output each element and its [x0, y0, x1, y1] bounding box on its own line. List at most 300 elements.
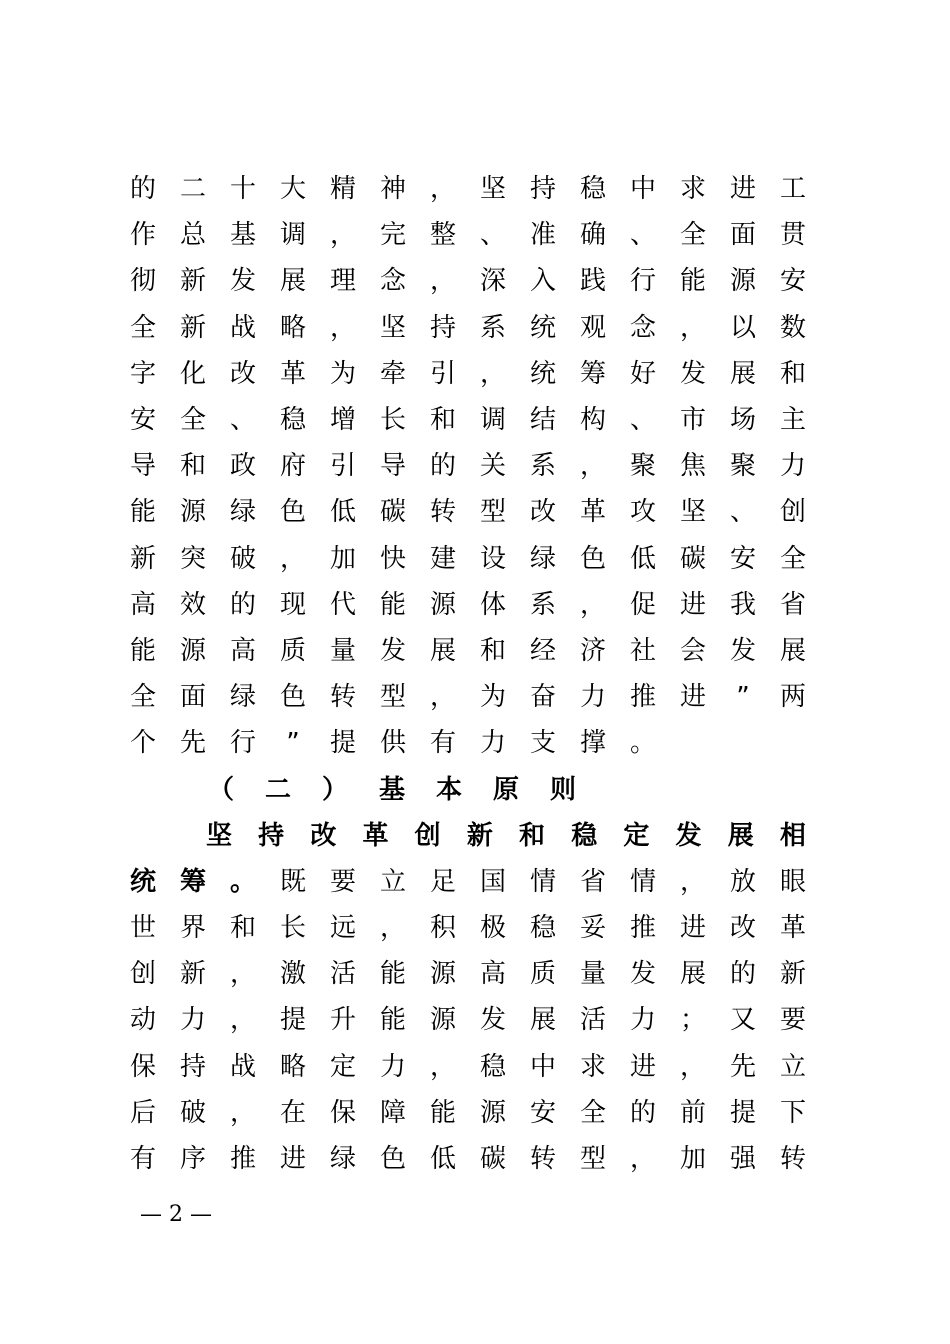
char: 定 [623, 820, 650, 851]
char: 、 [229, 405, 256, 436]
char: 、 [629, 405, 656, 436]
char: 全 [579, 1097, 606, 1128]
text-line [128, 212, 808, 258]
section-heading [128, 766, 578, 812]
char: ， [579, 451, 606, 482]
char: 经 [529, 635, 556, 666]
char: 能 [379, 959, 406, 990]
char: 眼 [779, 866, 806, 897]
char: 破 [229, 543, 256, 574]
char: 导 [379, 451, 406, 482]
char: 碳 [479, 1144, 506, 1175]
char: 和 [179, 451, 206, 482]
char: 动 [129, 1005, 156, 1036]
char: 筹 [579, 358, 606, 389]
char: 为 [479, 682, 506, 713]
char: 新 [179, 266, 206, 297]
char: 既 [279, 866, 306, 897]
char: ） [321, 774, 348, 805]
char: ， [229, 1097, 256, 1128]
char: 色 [279, 682, 306, 713]
text-line [128, 1090, 808, 1136]
char: 贯 [779, 220, 806, 251]
char: 以 [729, 312, 756, 343]
char: 稳 [529, 913, 556, 944]
text-line [128, 674, 808, 720]
char: 能 [679, 266, 706, 297]
char: 本 [435, 774, 462, 805]
char: ” [736, 682, 750, 713]
char: 整 [429, 220, 456, 251]
char: 安 [529, 1097, 556, 1128]
char: 全 [779, 543, 806, 574]
char: 革 [579, 497, 606, 528]
char: ， [379, 913, 406, 944]
char: 力 [179, 1005, 206, 1036]
char: 行 [229, 728, 256, 759]
char: 社 [629, 635, 656, 666]
char: 转 [429, 497, 456, 528]
text-line [128, 905, 808, 951]
text-line [128, 397, 808, 443]
char: 十 [229, 174, 256, 205]
char: 作 [129, 220, 156, 251]
char: 积 [429, 913, 456, 944]
char: 高 [479, 959, 506, 990]
char: 现 [279, 589, 306, 620]
char: 加 [329, 543, 356, 574]
char: ， [229, 959, 256, 990]
char: 构 [579, 405, 606, 436]
char: 有 [429, 728, 456, 759]
char: 攻 [629, 497, 656, 528]
char: 原 [492, 774, 519, 805]
char: 活 [329, 959, 356, 990]
char: 精 [329, 174, 356, 205]
char: 展 [429, 635, 456, 666]
char: 力 [579, 682, 606, 713]
page-number: — 2 — [140, 1202, 212, 1227]
char: 长 [379, 405, 406, 436]
char: 推 [629, 682, 656, 713]
char: ， [579, 589, 606, 620]
char: 稳 [571, 820, 598, 851]
char: 快 [379, 543, 406, 574]
char: 世 [129, 913, 156, 944]
char: 展 [729, 358, 756, 389]
char: 发 [679, 358, 706, 389]
char: ， [329, 220, 356, 251]
char: 改 [729, 913, 756, 944]
char: 力 [629, 1005, 656, 1036]
char: 神 [379, 174, 406, 205]
char: 源 [179, 635, 206, 666]
char: 提 [279, 1005, 306, 1036]
char: 坚 [379, 312, 406, 343]
char: 长 [279, 913, 306, 944]
char: 坚 [679, 497, 706, 528]
char: 进 [679, 589, 706, 620]
char: 体 [479, 589, 506, 620]
char: 确 [579, 220, 606, 251]
char: 立 [779, 1051, 806, 1082]
char: ” [286, 728, 300, 759]
char: 的 [629, 1097, 656, 1128]
char: 安 [729, 543, 756, 574]
char: 相 [779, 820, 806, 851]
char: 统 [529, 312, 556, 343]
char: 数 [779, 312, 806, 343]
char: 支 [529, 728, 556, 759]
char: 先 [729, 1051, 756, 1082]
text-line [128, 258, 808, 304]
char: 观 [579, 312, 606, 343]
char: 低 [329, 497, 356, 528]
char: 激 [279, 959, 306, 990]
char: 色 [379, 1144, 406, 1175]
char: 碳 [379, 497, 406, 528]
char: ， [629, 1144, 656, 1175]
char: 突 [179, 543, 206, 574]
principle-title [128, 813, 808, 859]
text-line [128, 628, 808, 674]
char: 色 [279, 497, 306, 528]
char: 稳 [479, 1051, 506, 1082]
char: ， [279, 543, 306, 574]
char: 调 [279, 220, 306, 251]
char: 面 [729, 220, 756, 251]
char: 低 [429, 1144, 456, 1175]
char: 新 [179, 312, 206, 343]
char: 省 [779, 589, 806, 620]
char: 则 [549, 774, 576, 805]
char: ， [429, 682, 456, 713]
char: 代 [329, 589, 356, 620]
char: 前 [679, 1097, 706, 1128]
text-line [128, 536, 808, 582]
char: 践 [579, 266, 606, 297]
char: 源 [429, 589, 456, 620]
char: 、 [479, 220, 506, 251]
char: 源 [729, 266, 756, 297]
text-line [128, 997, 808, 1043]
char: 牵 [379, 358, 406, 389]
char: ， [479, 358, 506, 389]
char: （ [207, 774, 234, 805]
char: 远 [329, 913, 356, 944]
char: 活 [579, 1005, 606, 1036]
char: 发 [379, 635, 406, 666]
char: 系 [529, 589, 556, 620]
char: 焦 [679, 451, 706, 482]
char: 先 [179, 728, 206, 759]
char: 促 [629, 589, 656, 620]
char: 统 [529, 358, 556, 389]
char: 破 [179, 1097, 206, 1128]
char: 高 [129, 589, 156, 620]
char: 和 [429, 405, 456, 436]
char: 入 [529, 266, 556, 297]
char: 创 [414, 820, 441, 851]
char: 建 [429, 543, 456, 574]
text-line [128, 1044, 808, 1090]
char: ， [429, 174, 456, 205]
char: 行 [629, 266, 656, 297]
char: 推 [229, 1144, 256, 1175]
char: 新 [779, 959, 806, 990]
char: 系 [479, 312, 506, 343]
char: 念 [379, 266, 406, 297]
text-line [128, 859, 808, 905]
char: 展 [779, 635, 806, 666]
char: 加 [679, 1144, 706, 1175]
char: 进 [679, 913, 706, 944]
char: 略 [279, 1051, 306, 1082]
char: ， [679, 312, 706, 343]
char: 彻 [129, 266, 156, 297]
char: 绿 [229, 682, 256, 713]
char: 基 [229, 220, 256, 251]
char: 源 [179, 497, 206, 528]
char: 求 [679, 174, 706, 205]
char: 型 [479, 497, 506, 528]
text-line [128, 1136, 808, 1182]
char: 府 [279, 451, 306, 482]
char: 保 [329, 1097, 356, 1128]
text-line [128, 951, 808, 997]
char: 撑 [579, 728, 606, 759]
char: 革 [779, 913, 806, 944]
char: 稳 [579, 174, 606, 205]
body-text [128, 166, 808, 1182]
char: 转 [329, 682, 356, 713]
char: 为 [329, 358, 356, 389]
char: 要 [779, 1005, 806, 1036]
char: 奋 [529, 682, 556, 713]
char: ， [329, 312, 356, 343]
char: 的 [129, 174, 156, 205]
text-line [128, 305, 808, 351]
char: ， [429, 266, 456, 297]
char: 引 [329, 451, 356, 482]
char: 的 [729, 959, 756, 990]
char: 质 [529, 959, 556, 990]
char: 创 [779, 497, 806, 528]
char: 和 [479, 635, 506, 666]
char: 力 [779, 451, 806, 482]
char: 展 [727, 820, 754, 851]
char: 设 [479, 543, 506, 574]
char: 绿 [529, 543, 556, 574]
char: 妥 [579, 913, 606, 944]
char: 型 [379, 682, 406, 713]
char: 战 [229, 312, 256, 343]
char: 定 [329, 1051, 356, 1082]
char: 理 [329, 266, 356, 297]
char: ， [429, 1051, 456, 1082]
char: 创 [129, 959, 156, 990]
char: 源 [429, 959, 456, 990]
char: 持 [529, 174, 556, 205]
char: 市 [679, 405, 706, 436]
char: 展 [529, 1005, 556, 1036]
char: 持 [179, 1051, 206, 1082]
char: 新 [179, 959, 206, 990]
char: 大 [279, 174, 306, 205]
char: 中 [529, 1051, 556, 1082]
char: 发 [229, 266, 256, 297]
char: 全 [129, 312, 156, 343]
char: 。 [229, 866, 256, 897]
char: 进 [279, 1144, 306, 1175]
char: 力 [379, 1051, 406, 1082]
char: 推 [629, 913, 656, 944]
char: 下 [779, 1097, 806, 1128]
char: 会 [679, 635, 706, 666]
char: 主 [779, 405, 806, 436]
char: 强 [729, 1144, 756, 1175]
char: 持 [258, 820, 285, 851]
char: 序 [179, 1144, 206, 1175]
char: 聚 [629, 451, 656, 482]
char: 障 [379, 1097, 406, 1128]
char: 系 [529, 451, 556, 482]
char: 进 [679, 682, 706, 713]
char: 型 [579, 1144, 606, 1175]
char: 能 [129, 635, 156, 666]
char: 关 [479, 451, 506, 482]
char: 升 [329, 1005, 356, 1036]
char: 的 [229, 589, 256, 620]
char: 改 [310, 820, 337, 851]
char: 质 [279, 635, 306, 666]
char: 转 [529, 1144, 556, 1175]
char: 的 [429, 451, 456, 482]
char: 展 [279, 266, 306, 297]
char: 要 [329, 866, 356, 897]
char: 好 [629, 358, 656, 389]
char: 统 [129, 866, 156, 897]
char: 稳 [279, 405, 306, 436]
char: 略 [279, 312, 306, 343]
char: 在 [279, 1097, 306, 1128]
char: 我 [729, 589, 756, 620]
char: ， [679, 1051, 706, 1082]
char: 准 [529, 220, 556, 251]
char: 、 [729, 497, 756, 528]
char: 工 [779, 174, 806, 205]
char: 保 [129, 1051, 156, 1082]
char: 源 [429, 1005, 456, 1036]
char: 政 [229, 451, 256, 482]
char: 二 [264, 774, 291, 805]
char: 总 [179, 220, 206, 251]
char: 和 [519, 820, 546, 851]
char: 场 [729, 405, 756, 436]
char: 坚 [205, 820, 232, 851]
char: 高 [229, 635, 256, 666]
char: 能 [379, 589, 406, 620]
char: 全 [129, 682, 156, 713]
char: 色 [579, 543, 606, 574]
char: 放 [729, 866, 756, 897]
char: 力 [479, 728, 506, 759]
text-line [128, 582, 808, 628]
char: 又 [729, 1005, 756, 1036]
char: 。 [629, 728, 656, 759]
char: 能 [129, 497, 156, 528]
char: 绿 [229, 497, 256, 528]
char: 聚 [729, 451, 756, 482]
char: 引 [429, 358, 456, 389]
char: 发 [729, 635, 756, 666]
char: 调 [479, 405, 506, 436]
char: 情 [529, 866, 556, 897]
char: 提 [329, 728, 356, 759]
char: 界 [179, 913, 206, 944]
char: 能 [379, 1005, 406, 1036]
char: 增 [329, 405, 356, 436]
char: 、 [629, 220, 656, 251]
char: 发 [479, 1005, 506, 1036]
char: 绿 [329, 1144, 356, 1175]
char: 字 [129, 358, 156, 389]
char: 立 [379, 866, 406, 897]
char: 量 [329, 635, 356, 666]
char: 低 [629, 543, 656, 574]
char: 碳 [679, 543, 706, 574]
char: 中 [629, 174, 656, 205]
char: 和 [779, 358, 806, 389]
char: 源 [479, 1097, 506, 1128]
char: 求 [579, 1051, 606, 1082]
char: 完 [379, 220, 406, 251]
char: 进 [729, 174, 756, 205]
char: 念 [629, 312, 656, 343]
char: 持 [429, 312, 456, 343]
char: 安 [779, 266, 806, 297]
char: 面 [179, 682, 206, 713]
char: 有 [129, 1144, 156, 1175]
char: 全 [679, 220, 706, 251]
char: 转 [779, 1144, 806, 1175]
char: 发 [675, 820, 702, 851]
char: 改 [529, 497, 556, 528]
text-line [128, 443, 808, 489]
char: 量 [579, 959, 606, 990]
char: ； [679, 1005, 706, 1036]
char: 国 [479, 866, 506, 897]
char: 两 [779, 682, 806, 713]
char: 发 [629, 959, 656, 990]
char: 改 [229, 358, 256, 389]
char: 安 [129, 405, 156, 436]
char: 坚 [479, 174, 506, 205]
char: 足 [429, 866, 456, 897]
text-line [128, 489, 808, 535]
char: 情 [629, 866, 656, 897]
char: 效 [179, 589, 206, 620]
char: 进 [629, 1051, 656, 1082]
char: 展 [679, 959, 706, 990]
char: 革 [279, 358, 306, 389]
char: 新 [129, 543, 156, 574]
char: 导 [129, 451, 156, 482]
char: 战 [229, 1051, 256, 1082]
text-line [128, 351, 808, 397]
char: 基 [378, 774, 405, 805]
char: 筹 [179, 866, 206, 897]
